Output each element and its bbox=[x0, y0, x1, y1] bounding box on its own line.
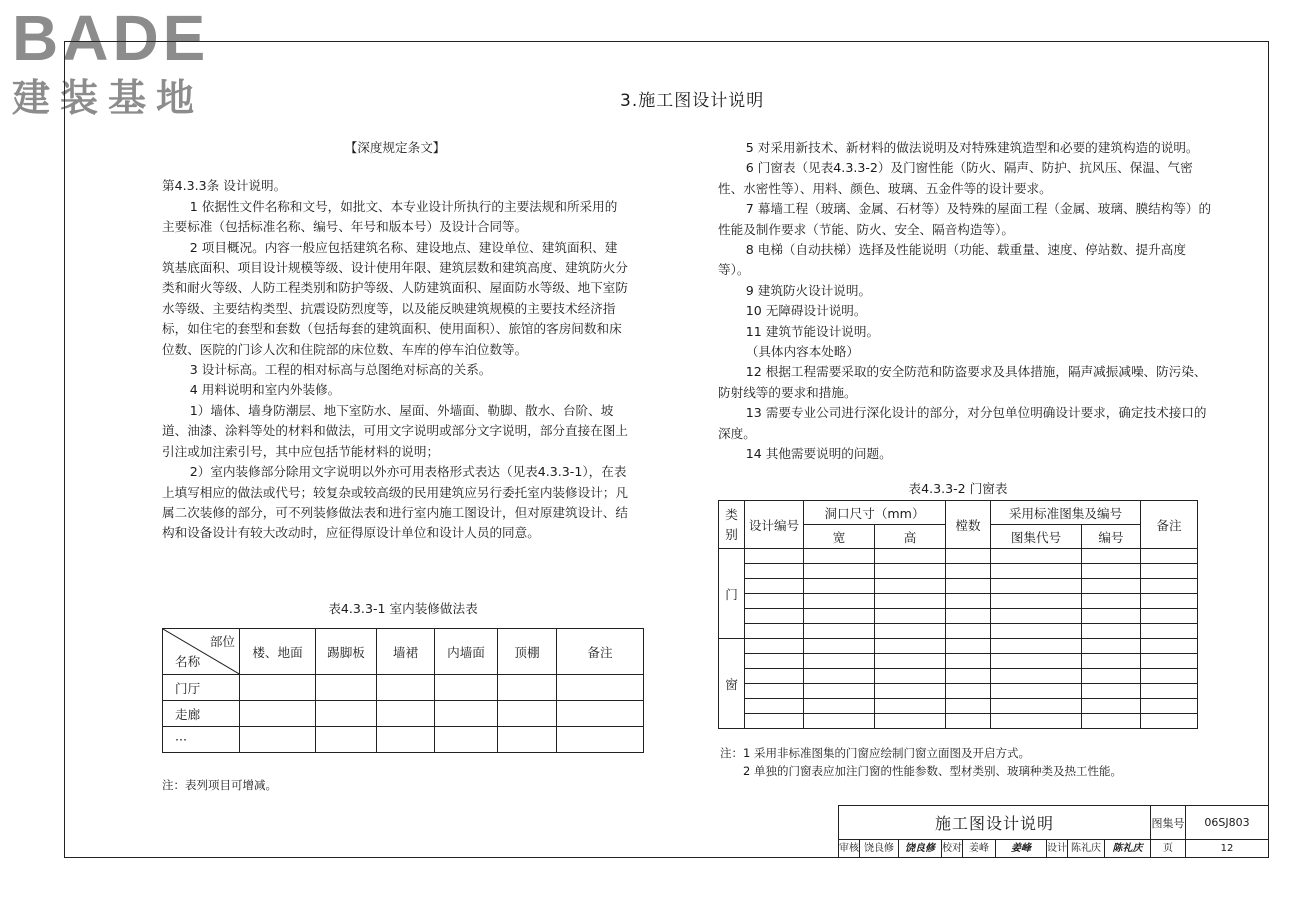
clause-title: 第4.3.3条 设计说明。 bbox=[162, 178, 287, 194]
group-window: 窗 bbox=[719, 639, 745, 729]
check-name: 姜峰 bbox=[963, 840, 996, 857]
review-label: 审核 bbox=[839, 840, 860, 857]
header-remark: 备注 bbox=[1141, 501, 1198, 549]
page-number: 12 bbox=[1220, 843, 1234, 854]
clause-item: 2 项目概况。内容一般应包括建筑名称、建设地点、建设单位、建筑面积、建筑基底面积、项目设计规模等级、设计使用年限、建筑层数和建筑高度、建筑防火分类和耐火等级、人防工程类别和防护等级、人防建筑面积、屋面防水等级、地下室防水等级、主要结构类型、抗震设防烈度等，以及能反映建筑规模的主要技术经济指标，如住宅的套型和套数（包括每套的建筑面积、使用面积）、旅馆的客房间数和床位数、医院的门诊人次和住院部的床位数、车库的停车泊位数等。 bbox=[162, 239, 628, 357]
clause-item: 6 门窗表（见表4.3.3-2）及门窗性能（防火、隔声、防护、抗风压、保温、气密性、水密性等）、用料、颜色、玻璃、五金件等的设计要求。 bbox=[718, 160, 1193, 196]
header-count: 樘数 bbox=[946, 501, 991, 549]
row-label: 门厅 bbox=[163, 675, 240, 701]
title-block bbox=[838, 805, 1268, 857]
design-name: 陈礼庆 bbox=[1068, 840, 1105, 857]
table1-col-header: 踢脚板 bbox=[316, 629, 377, 675]
table-row bbox=[719, 564, 1198, 579]
table-row bbox=[719, 579, 1198, 594]
clause-item: 5 对采用新技术、新材料的做法说明及对特殊建筑造型和必要的建筑构造的说明。 bbox=[745, 140, 1199, 155]
title-block-title: 施工图设计说明 bbox=[839, 806, 1151, 839]
corner-bottom-label: 名称 bbox=[175, 654, 201, 669]
design-label: 设计 bbox=[1047, 840, 1068, 857]
clause-item: 1）墙体、墙身防潮层、地下室防水、屋面、外墙面、勒脚、散水、台阶、坡道、油漆、涂料等处的材料和做法，可用文字说明或部分文字说明，部分直接在图上引注或加注索引号，其中应包括节能材料的说明； bbox=[162, 402, 628, 459]
page-label: 页 bbox=[1151, 840, 1186, 857]
clause-item: 1 依据性文件名称和文号，如批文、本专业设计所执行的主要法规和所采用的主要标准（包括标准名称、编号、年号和版本号）及设计合同等。 bbox=[162, 198, 618, 235]
check-label: 校对 bbox=[942, 840, 963, 857]
clause-item: 2）室内装修部分除用文字说明以外亦可用表格形式表达（见表4.3.3-1），在表上填写相应的做法或代号；较复杂或较高级的民用建筑应另行委托室内装修设计；凡属二次装修的部分，可不列装修做法表和进行室内施工图设计，但对原建筑设计、结构和设备设计有较大改动时，应征得原设计单位和设计人员的同意。 bbox=[162, 464, 628, 541]
table2-caption: 表4.3.3-2 门窗表 bbox=[908, 481, 1008, 496]
table-row bbox=[719, 669, 1198, 684]
table1-corner-cell bbox=[163, 629, 240, 675]
table1-col-header: 墙裙 bbox=[377, 629, 435, 675]
table-row bbox=[163, 727, 644, 753]
table-row bbox=[719, 549, 1198, 564]
row-label: ··· bbox=[163, 727, 240, 753]
left-column bbox=[162, 138, 628, 544]
clause-item: 3 设计标高。工程的相对标高与总图绝对标高的关系。 bbox=[189, 362, 492, 378]
header-height: 高 bbox=[875, 525, 946, 549]
table-row bbox=[719, 594, 1198, 609]
clause-item: 8 电梯（自动扶梯）选择及性能说明（功能、载重量、速度、停站数、提升高度等）。 bbox=[718, 242, 1186, 278]
table-row bbox=[719, 624, 1198, 639]
review-name: 饶良修 bbox=[860, 840, 899, 857]
table-row bbox=[719, 699, 1198, 714]
corner-top-label: 部位 bbox=[209, 634, 235, 649]
table1-col-header: 内墙面 bbox=[435, 629, 498, 675]
table-row bbox=[719, 639, 1198, 654]
header-type: 类别 bbox=[719, 501, 745, 549]
table1-col-header: 顶棚 bbox=[498, 629, 557, 675]
clause-item: 7 幕墙工程（玻璃、金属、石材等）及特殊的屋面工程（金属、玻璃、膜结构等）的性能及制作要求（节能、防火、安全、隔音构造等）。 bbox=[718, 201, 1212, 237]
table-row bbox=[163, 675, 644, 701]
decoration-table bbox=[162, 628, 644, 753]
table-row bbox=[163, 701, 644, 727]
clause-item: （具体内容本处略） bbox=[745, 344, 860, 360]
atlas-number: 06SJ803 bbox=[1204, 816, 1250, 829]
table2-note-1: 注：1 采用非标准图集的门窗应绘制门窗立面图及开启方式。 bbox=[720, 746, 1030, 760]
header-atlas: 图集代号 bbox=[991, 525, 1082, 549]
header-standard: 采用标准图集及编号 bbox=[991, 501, 1141, 525]
table1-col-header: 备注 bbox=[557, 629, 644, 675]
section-heading: 【深度规定条文】 bbox=[344, 140, 446, 155]
atlas-label: 图集号 bbox=[1151, 806, 1186, 839]
clause-item: 9 建筑防火设计说明。 bbox=[745, 282, 872, 298]
table-row bbox=[719, 654, 1198, 669]
page-title: 3.施工图设计说明 bbox=[620, 91, 765, 111]
table1-note: 注：表列项目可增减。 bbox=[162, 778, 277, 792]
table-row bbox=[719, 609, 1198, 624]
door-window-table bbox=[718, 500, 1198, 729]
header-code: 设计编号 bbox=[745, 501, 804, 549]
check-signature: 姜峰 bbox=[996, 840, 1047, 857]
group-door: 门 bbox=[719, 549, 745, 639]
review-signature: 饶良修 bbox=[899, 840, 942, 857]
header-opening: 洞口尺寸（mm） bbox=[804, 501, 946, 525]
row-label: 走廊 bbox=[163, 701, 240, 727]
design-signature: 陈礼庆 bbox=[1105, 840, 1151, 857]
clause-item: 14 其他需要说明的问题。 bbox=[745, 446, 892, 462]
header-number: 编号 bbox=[1082, 525, 1141, 549]
clause-item: 4 用料说明和室内外装修。 bbox=[189, 382, 341, 398]
clause-item: 11 建筑节能设计说明。 bbox=[745, 323, 880, 339]
table-row bbox=[719, 684, 1198, 699]
table1-caption: 表4.3.3-1 室内装修做法表 bbox=[328, 601, 478, 616]
logo-wordmark: BADE bbox=[12, 2, 210, 74]
logo-subtitle: 建装基地 bbox=[12, 76, 205, 120]
clause-item: 12 根据工程需要采取的安全防范和防盗要求及具体措施，隔声减振减噪、防污染、防射线等的要求和措施。 bbox=[718, 364, 1207, 400]
table-row bbox=[719, 714, 1198, 729]
table1-col-header: 楼、地面 bbox=[240, 629, 316, 675]
clause-item: 10 无障碍设计说明。 bbox=[745, 303, 867, 319]
table2-note-2: 2 单独的门窗表应加注门窗的性能参数、型材类别、玻璃种类及热工性能。 bbox=[743, 764, 1122, 778]
header-width: 宽 bbox=[804, 525, 875, 549]
right-column bbox=[718, 138, 1214, 465]
clause-item: 13 需要专业公司进行深化设计的部分，对分包单位明确设计要求，确定技术接口的深度。 bbox=[718, 405, 1207, 441]
